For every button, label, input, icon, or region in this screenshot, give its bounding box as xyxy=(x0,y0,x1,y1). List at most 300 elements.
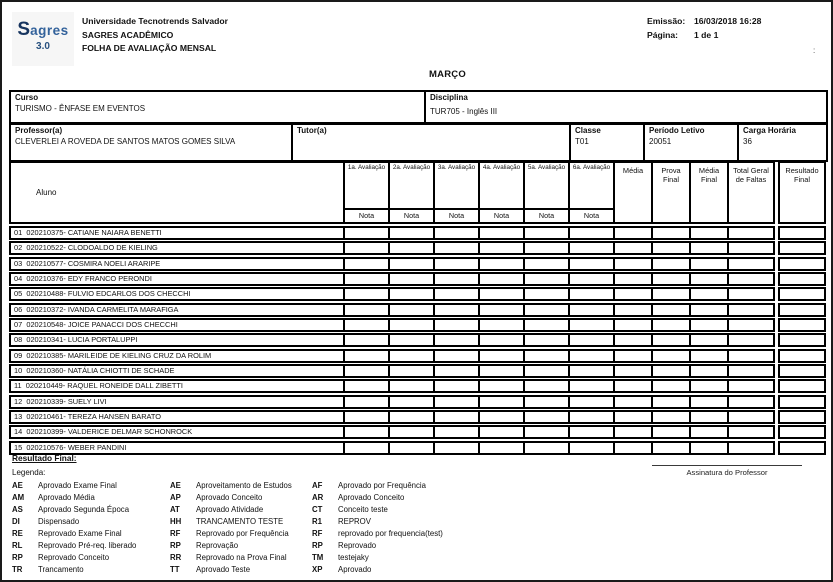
summary-column-header: Média Final xyxy=(689,161,729,224)
legend-desc: Aprovado Segunda Época xyxy=(38,505,130,514)
legend-entry xyxy=(12,528,170,540)
grade-cell xyxy=(388,395,435,409)
prova-final-cell xyxy=(651,441,691,455)
professor-value: CLEVERLEI A ROVEDA DE SANTOS MATOS GOMES SILVA xyxy=(15,137,236,146)
media-final-cell xyxy=(689,441,729,455)
media-cell xyxy=(613,333,653,347)
student-name-cell: 06 020210372- IVANDA CARMELITA MARAFIGA xyxy=(9,303,345,317)
media-final-cell xyxy=(689,303,729,317)
evaluation-column-header: 2a. Avaliação Nota xyxy=(388,161,435,224)
legend-code: RE xyxy=(12,529,23,538)
legend-code: AT xyxy=(170,505,180,514)
grade-cell xyxy=(523,395,570,409)
resultado-cell xyxy=(778,410,826,424)
grade-cell xyxy=(568,241,615,255)
legend-code: TM xyxy=(312,553,324,562)
student-name-cell: 11 020210449- RAQUEL RONEIDE DALL ZIBETTI xyxy=(9,379,345,393)
media-cell xyxy=(613,303,653,317)
report-header-block xyxy=(82,15,228,56)
grade-cell xyxy=(388,303,435,317)
media-cell xyxy=(613,241,653,255)
emission-block xyxy=(647,15,761,42)
disciplina-field xyxy=(424,90,828,124)
prova-final-cell xyxy=(651,241,691,255)
summary-column-header: Total Geral de Faltas xyxy=(727,161,775,224)
grade-cell xyxy=(433,425,480,439)
grade-cell xyxy=(388,318,435,332)
faltas-cell xyxy=(727,364,775,378)
legend-entry xyxy=(312,492,462,504)
grade-cell xyxy=(388,272,435,286)
prova-final-cell xyxy=(651,349,691,363)
grade-cell xyxy=(478,303,525,317)
evaluation-column-header: 6a. Avaliação Nota xyxy=(568,161,615,224)
student-name-cell: 05 020210488- FULVIO EDCARLOS DOS CHECCHI xyxy=(9,287,345,301)
grade-cell xyxy=(433,257,480,271)
media-final-cell xyxy=(689,349,729,363)
student-row xyxy=(9,349,828,363)
resultado-cell xyxy=(778,425,826,439)
legend-code: AR xyxy=(312,493,324,502)
legend-desc: Aprovado Conceito xyxy=(338,493,405,502)
student-row xyxy=(9,241,828,255)
legend-desc: testejaky xyxy=(338,553,369,562)
student-name-cell: 04 020210376- EDY FRANCO PERONDI xyxy=(9,272,345,286)
resultado-cell xyxy=(778,303,826,317)
grade-cell xyxy=(388,257,435,271)
media-final-cell xyxy=(689,241,729,255)
legend-code: RF xyxy=(170,529,181,538)
professor-label: Professor(a) xyxy=(15,126,63,135)
legend-code: R1 xyxy=(312,517,322,526)
classe-label: Classe xyxy=(575,126,601,135)
media-cell xyxy=(613,318,653,332)
resultado-cell xyxy=(778,241,826,255)
grade-cell xyxy=(523,303,570,317)
prova-final-cell xyxy=(651,425,691,439)
grade-cell xyxy=(433,410,480,424)
student-name-cell: 10 020210360- NATÁLIA CHIOTTI DE SCHADE xyxy=(9,364,345,378)
legend-code: AM xyxy=(12,493,25,502)
grade-cell xyxy=(343,441,390,455)
legend-entry xyxy=(170,564,312,576)
grade-cell xyxy=(433,395,480,409)
grade-cell xyxy=(343,364,390,378)
logo-initial: S xyxy=(17,19,31,40)
periodo-letivo-value: 20051 xyxy=(649,137,672,146)
student-rows xyxy=(9,226,828,456)
faltas-cell xyxy=(727,333,775,347)
faltas-cell xyxy=(727,303,775,317)
prova-final-cell xyxy=(651,257,691,271)
nota-subheader: Nota xyxy=(435,208,478,222)
grade-cell xyxy=(343,272,390,286)
media-final-cell xyxy=(689,395,729,409)
grade-cell xyxy=(343,241,390,255)
legend-columns xyxy=(12,480,462,576)
page-value: 1 de 1 xyxy=(694,29,719,40)
media-cell xyxy=(613,272,653,286)
emission-value: 16/03/2018 16:28 xyxy=(694,16,762,26)
prova-final-cell xyxy=(651,379,691,393)
grade-cell xyxy=(343,257,390,271)
legend-desc: Reprovado Pré-req. liberado xyxy=(38,541,137,550)
grade-cell xyxy=(478,410,525,424)
legend-code: DI xyxy=(12,517,20,526)
legend-desc: Aprovado por Frequência xyxy=(338,481,426,490)
grade-cell xyxy=(523,410,570,424)
media-cell xyxy=(613,257,653,271)
tutor-label: Tutor(a) xyxy=(297,126,327,135)
faltas-cell xyxy=(727,410,775,424)
resultado-cell xyxy=(778,257,826,271)
grade-cell xyxy=(343,425,390,439)
media-final-cell xyxy=(689,318,729,332)
faltas-cell xyxy=(727,349,775,363)
legend-column xyxy=(12,480,170,576)
student-row xyxy=(9,379,828,393)
logo-rest: agres xyxy=(30,23,69,38)
grade-cell xyxy=(568,303,615,317)
grade-cell xyxy=(343,395,390,409)
grade-cell xyxy=(343,410,390,424)
prova-final-cell xyxy=(651,272,691,286)
summary-column-header: Prova Final xyxy=(651,161,691,224)
legend-desc: Reprovado por Frequência xyxy=(196,529,289,538)
legend-code: AE xyxy=(170,481,181,490)
summary-column-header: Resultado Final xyxy=(778,161,826,224)
legend-entry xyxy=(312,552,462,564)
grade-cell xyxy=(478,379,525,393)
media-cell xyxy=(613,226,653,240)
grade-cell xyxy=(478,395,525,409)
grade-cell xyxy=(478,349,525,363)
grade-cell xyxy=(568,349,615,363)
sagres-logo-wordmark xyxy=(12,21,74,40)
grade-cell xyxy=(478,318,525,332)
media-final-cell xyxy=(689,226,729,240)
legend-desc: Reprovado na Prova Final xyxy=(196,553,287,562)
legend-code: RP xyxy=(170,541,181,550)
student-name-cell: 15 020210576- WEBER PANDINI xyxy=(9,441,345,455)
professor-info-row xyxy=(9,123,828,162)
page-label: Página: xyxy=(647,29,679,40)
prova-final-cell xyxy=(651,364,691,378)
grade-cell xyxy=(343,287,390,301)
legend-code: RP xyxy=(312,541,323,550)
grade-cell xyxy=(523,318,570,332)
media-final-cell xyxy=(689,333,729,347)
student-name-cell: 03 020210577- COSMIRA NOELI ARARIPE xyxy=(9,257,345,271)
nota-subheader: Nota xyxy=(570,208,613,222)
professor-field xyxy=(9,123,293,162)
grade-cell xyxy=(568,364,615,378)
legend-desc: Trancamento xyxy=(38,565,84,574)
grade-cell xyxy=(388,333,435,347)
legend-entry xyxy=(312,480,462,492)
resultado-cell xyxy=(778,333,826,347)
grade-cell xyxy=(523,364,570,378)
prova-final-cell xyxy=(651,303,691,317)
carga-horaria-field xyxy=(737,123,828,162)
grade-cell xyxy=(433,318,480,332)
student-row xyxy=(9,333,828,347)
media-cell xyxy=(613,364,653,378)
media-cell xyxy=(613,349,653,363)
faltas-cell xyxy=(727,441,775,455)
legend-code: RR xyxy=(170,553,182,562)
student-name-cell: 08 020210341- LUCIA PORTALUPPI xyxy=(9,333,345,347)
legend-entry xyxy=(12,480,170,492)
student-name-cell: 14 020210399- VALDERICE DELMAR SCHONROCK xyxy=(9,425,345,439)
grade-cell xyxy=(343,349,390,363)
legend-desc: Dispensado xyxy=(38,517,80,526)
grade-cell xyxy=(343,318,390,332)
media-cell xyxy=(613,395,653,409)
legend-entry xyxy=(170,480,312,492)
legend-desc: Reprovado Conceito xyxy=(38,553,110,562)
grade-cell xyxy=(568,379,615,393)
student-name-cell: 09 020210385- MARILEIDE DE KIELING CRUZ DA ROLIM xyxy=(9,349,345,363)
legend-code: RL xyxy=(12,541,23,550)
legend-entry xyxy=(12,504,170,516)
signature-line xyxy=(652,465,802,466)
media-cell xyxy=(613,425,653,439)
evaluation-column-header: 4a. Avaliação Nota xyxy=(478,161,525,224)
legend-entry xyxy=(170,552,312,564)
legend-code: AE xyxy=(12,481,23,490)
prova-final-cell xyxy=(651,226,691,240)
media-final-cell xyxy=(689,410,729,424)
student-name-cell: 07 020210548- JOICE PANACCI DOS CHECCHI xyxy=(9,318,345,332)
grade-cell xyxy=(388,410,435,424)
media-final-cell xyxy=(689,379,729,393)
faltas-cell xyxy=(727,287,775,301)
faltas-cell xyxy=(727,226,775,240)
student-name-cell: 13 020210461- TEREZA HANSEN BARATO xyxy=(9,410,345,424)
faltas-cell xyxy=(727,241,775,255)
student-name-cell: 02 020210522- CLODOALDO DE KIELING xyxy=(9,241,345,255)
legend-entry xyxy=(170,492,312,504)
evaluation-column-header: 1a. Avaliação Nota xyxy=(343,161,390,224)
grade-cell xyxy=(478,226,525,240)
grade-cell xyxy=(568,333,615,347)
classe-field xyxy=(569,123,645,162)
grade-cell xyxy=(343,226,390,240)
grade-cell xyxy=(478,333,525,347)
grade-cell xyxy=(478,241,525,255)
grade-cell xyxy=(388,425,435,439)
curso-field xyxy=(9,90,426,124)
classe-value: T01 xyxy=(575,137,589,146)
legend-desc: Conceito teste xyxy=(338,505,388,514)
evaluation-column-header: 3a. Avaliação Nota xyxy=(433,161,480,224)
student-row xyxy=(9,425,828,439)
student-name-cell: 01 020210375- CATIANE NAIARA BENETTI xyxy=(9,226,345,240)
emission-row xyxy=(647,15,761,29)
disciplina-label: Disciplina xyxy=(430,93,468,102)
grade-cell xyxy=(568,226,615,240)
carga-horaria-label: Carga Horária xyxy=(743,126,796,135)
grade-cell xyxy=(388,241,435,255)
legend-desc: REPROV xyxy=(338,517,371,526)
grade-cell xyxy=(433,226,480,240)
grade-cell xyxy=(568,257,615,271)
resultado-cell xyxy=(778,272,826,286)
faltas-cell xyxy=(727,395,775,409)
grade-cell xyxy=(433,241,480,255)
media-cell xyxy=(613,441,653,455)
legend-entry xyxy=(12,552,170,564)
legend-entry xyxy=(170,504,312,516)
sagres-logo xyxy=(12,12,74,66)
grade-cell xyxy=(433,379,480,393)
curso-label: Curso xyxy=(15,93,39,102)
grade-cell xyxy=(568,425,615,439)
grade-cell xyxy=(523,425,570,439)
media-cell xyxy=(613,379,653,393)
resultado-cell xyxy=(778,379,826,393)
grade-cell xyxy=(433,333,480,347)
resultado-cell xyxy=(778,287,826,301)
legend-entry xyxy=(12,540,170,552)
curso-value: TURISMO - ÊNFASE EM EVENTOS xyxy=(15,104,146,113)
grade-cell xyxy=(433,287,480,301)
legend-code: XP xyxy=(312,565,323,574)
grade-cell xyxy=(523,349,570,363)
media-cell xyxy=(613,410,653,424)
legend-desc: reprovado por frequencia(test) xyxy=(338,529,443,538)
grade-cell xyxy=(478,425,525,439)
grade-cell xyxy=(388,226,435,240)
grade-cell xyxy=(343,303,390,317)
grade-cell xyxy=(388,287,435,301)
summary-column-header: Média xyxy=(613,161,653,224)
legend-entry xyxy=(312,504,462,516)
grade-cell xyxy=(523,287,570,301)
nota-subheader: Nota xyxy=(480,208,523,222)
legend-code: CT xyxy=(312,505,323,514)
legend-desc: Reprovado xyxy=(338,541,377,550)
legend-entry xyxy=(12,564,170,576)
legend-entry xyxy=(170,528,312,540)
legend-column xyxy=(312,480,462,576)
legend-desc: Aprovado xyxy=(338,565,372,574)
grade-cell xyxy=(523,226,570,240)
legend-code: AP xyxy=(170,493,181,502)
legend-code: HH xyxy=(170,517,182,526)
grade-cell xyxy=(433,441,480,455)
resultado-cell xyxy=(778,395,826,409)
grade-cell xyxy=(343,333,390,347)
month-title: MARÇO xyxy=(429,69,466,80)
media-cell xyxy=(613,287,653,301)
grade-cell xyxy=(478,272,525,286)
nota-subheader: Nota xyxy=(345,208,388,222)
legend-code: AF xyxy=(312,481,323,490)
legenda-label: Legenda: xyxy=(12,468,46,477)
resultado-final-title: Resultado Final: xyxy=(12,453,77,463)
legend-entry xyxy=(12,516,170,528)
legend-desc: Aprovado Atividade xyxy=(196,505,264,514)
student-row xyxy=(9,364,828,378)
grade-cell xyxy=(568,410,615,424)
legend-code: RF xyxy=(312,529,323,538)
periodo-letivo-field xyxy=(643,123,739,162)
grade-cell xyxy=(523,441,570,455)
legend-entry xyxy=(312,564,462,576)
system-name: SAGRES ACADÊMICO xyxy=(82,29,174,40)
faltas-cell xyxy=(727,318,775,332)
grade-cell xyxy=(433,364,480,378)
legend-entry xyxy=(312,528,462,540)
grade-cell xyxy=(433,303,480,317)
grade-cell xyxy=(343,379,390,393)
legend-entry xyxy=(312,540,462,552)
faltas-cell xyxy=(727,272,775,286)
legend-code: AS xyxy=(12,505,23,514)
legend-code: TR xyxy=(12,565,23,574)
legend-desc: Aprovado Exame Final xyxy=(38,481,117,490)
legend-code: TT xyxy=(170,565,180,574)
grade-cell xyxy=(523,257,570,271)
grade-cell xyxy=(523,379,570,393)
grades-table-header xyxy=(9,161,828,224)
legend-desc: Aproveitamento de Estudos xyxy=(196,481,292,490)
student-row xyxy=(9,226,828,240)
org-name: Universidade Tecnotrends Salvador xyxy=(82,16,228,26)
student-row xyxy=(9,441,828,455)
emission-label: Emissão: xyxy=(647,16,686,26)
grade-cell xyxy=(478,257,525,271)
grade-cell xyxy=(568,395,615,409)
legend-desc: Reprovado Exame Final xyxy=(38,529,122,538)
nota-subheader: Nota xyxy=(390,208,433,222)
legend-desc: Aprovado Média xyxy=(38,493,95,502)
legend-desc: Reprovação xyxy=(196,541,239,550)
resultado-cell xyxy=(778,441,826,455)
carga-horaria-value: 36 xyxy=(743,137,752,146)
aluno-column-header: Aluno xyxy=(9,161,345,224)
prova-final-cell xyxy=(651,287,691,301)
legend-entry xyxy=(12,492,170,504)
student-row xyxy=(9,272,828,286)
resultado-cell xyxy=(778,318,826,332)
resultado-cell xyxy=(778,364,826,378)
tutor-field xyxy=(291,123,571,162)
faltas-cell xyxy=(727,379,775,393)
faltas-cell xyxy=(727,257,775,271)
evaluation-column-header: 5a. Avaliação Nota xyxy=(523,161,570,224)
media-final-cell xyxy=(689,272,729,286)
legend-entry xyxy=(170,540,312,552)
student-row xyxy=(9,303,828,317)
legend-code: RP xyxy=(12,553,23,562)
grade-cell xyxy=(433,272,480,286)
signature-area xyxy=(652,465,802,477)
legend-desc: TRANCAMENTO TESTE xyxy=(196,517,284,526)
prova-final-cell xyxy=(651,333,691,347)
grade-cell xyxy=(568,272,615,286)
prova-final-cell xyxy=(651,395,691,409)
grade-cell xyxy=(523,333,570,347)
grade-cell xyxy=(388,364,435,378)
periodo-letivo-label: Período Letivo xyxy=(649,126,705,135)
legend-entry xyxy=(170,516,312,528)
grade-cell xyxy=(388,379,435,393)
legend-entry xyxy=(312,516,462,528)
grade-cell xyxy=(523,241,570,255)
